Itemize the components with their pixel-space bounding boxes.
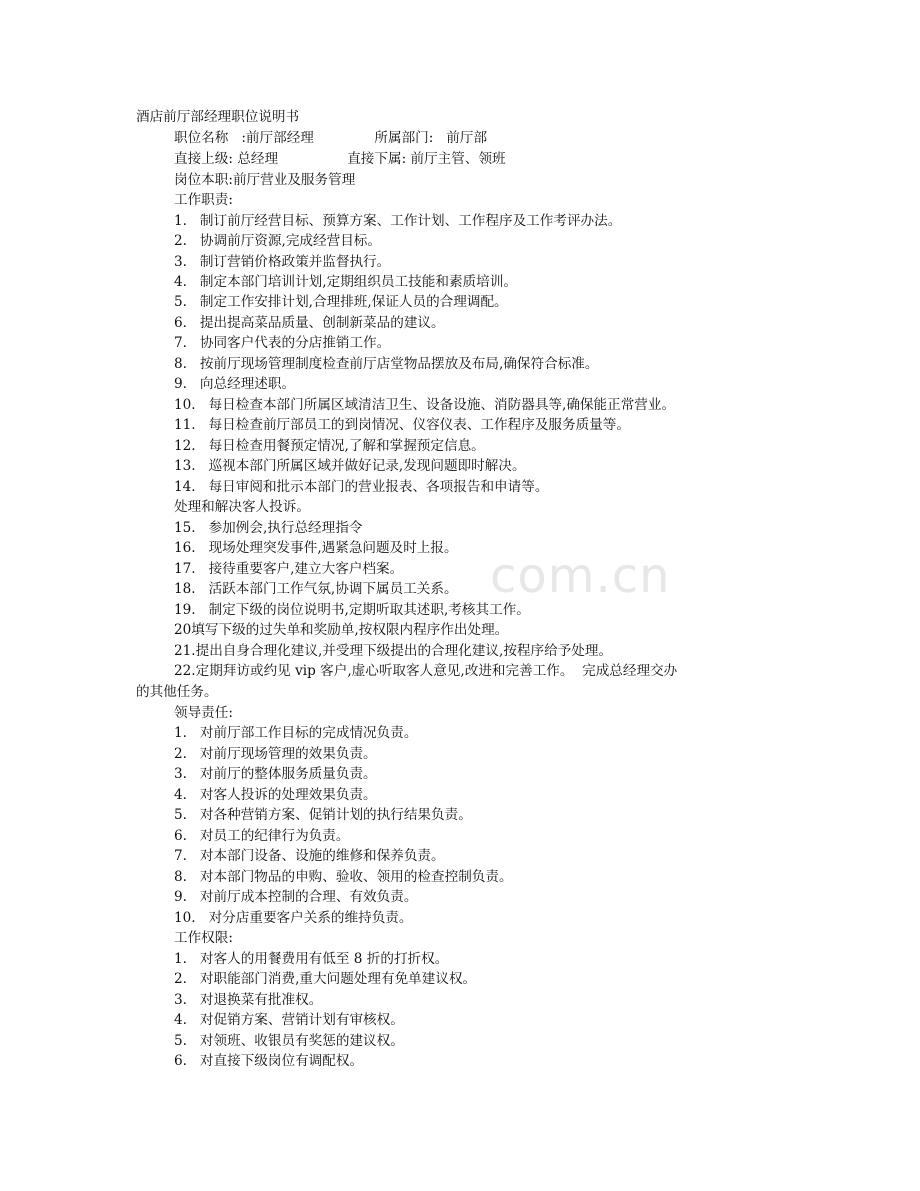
list-item: 6. 对直接下级岗位有调配权。	[174, 1053, 364, 1069]
list-item: 6. 对员工的纪律行为负责。	[174, 828, 350, 844]
section-heading: 工作职责:	[174, 192, 233, 208]
document-title: 酒店前厅部经理职位说明书	[136, 109, 300, 125]
text-line: 处理和解决客人投诉。	[174, 499, 310, 515]
list-item: 19. 制定下级的岗位说明书,定期听取其述职,考核其工作。	[174, 602, 530, 618]
list-item: 5. 对各种营销方案、促销计划的执行结果负责。	[174, 807, 472, 823]
list-item: 14. 每日审阅和批示本部门的营业报表、各项报告和申请等。	[174, 479, 549, 495]
list-item-continuation: 的其他任务。	[136, 684, 218, 700]
list-item: 17. 接待重要客户,建立大客户档案。	[174, 561, 404, 577]
list-item: 1. 对客人的用餐费用有低至 8 折的打折权。	[174, 951, 449, 967]
list-item: 1. 对前厅部工作目标的完成情况负责。	[174, 725, 418, 741]
text-line: 职位名称 :前厅部经理 所属部门: 前厅部	[174, 130, 488, 146]
watermark: com.cn	[490, 548, 671, 604]
list-item: 6. 提出提高菜品质量、创制新菜品的建议。	[174, 315, 445, 331]
list-item: 15. 参加例会,执行总经理指令	[174, 520, 363, 536]
list-item: 8. 按前厅现场管理制度检查前厅店堂物品摆放及布局,确保符合标准。	[174, 356, 599, 372]
list-item: 18. 活跃本部门工作气氛,协调下属员工关系。	[174, 581, 458, 597]
list-item: 5. 对领班、收银员有奖惩的建议权。	[174, 1033, 404, 1049]
text-line: 岗位本职:前厅营业及服务管理	[174, 172, 356, 188]
list-item: 11. 每日检查前厅部员工的到岗情况、仪容仪表、工作程序及服务质量等。	[174, 417, 630, 433]
list-item: 16. 现场处理突发事件,遇紧急问题及时上报。	[174, 540, 458, 556]
list-item: 2. 协调前厅资源,完成经营目标。	[174, 233, 381, 249]
list-item: 8. 对本部门物品的申购、验收、领用的检查控制负责。	[174, 869, 513, 885]
list-item: 9. 向总经理述职。	[174, 376, 296, 392]
list-item: 2. 对前厅现场管理的效果负责。	[174, 746, 377, 762]
text-line: 直接上级: 总经理 直接下属: 前厅主管、领班	[174, 151, 506, 167]
list-item: 13. 巡视本部门所属区域并做好记录,发现问题即时解决。	[174, 458, 526, 474]
list-item: 4. 对客人投诉的处理效果负责。	[174, 787, 377, 803]
list-item: 10. 每日检查本部门所属区域清洁卫生、设备设施、消防器具等,确保能正常营业。	[174, 397, 676, 413]
list-item: 3. 制订营销价格政策并监督执行。	[174, 254, 391, 270]
list-item: 7. 协同客户代表的分店推销工作。	[174, 335, 391, 351]
list-item: 3. 对前厅的整体服务质量负责。	[174, 766, 377, 782]
list-item: 7. 对本部门设备、设施的维修和保养负责。	[174, 848, 445, 864]
section-heading: 工作权限:	[174, 930, 233, 946]
list-item: 10. 对分店重要客户关系的维持负责。	[174, 910, 413, 926]
list-item: 2. 对职能部门消费,重大问题处理有免单建议权。	[174, 971, 477, 987]
list-item: 4. 制定本部门培训计划,定期组织员工技能和素质培训。	[174, 274, 517, 290]
list-item: 3. 对退换菜有批准权。	[174, 992, 323, 1008]
list-item: 22.定期拜访或约见 vip 客户,虚心听取客人意见,改进和完善工作。 完成总经理交办	[174, 663, 678, 679]
section-heading: 领导责任:	[174, 705, 233, 721]
list-item: 5. 制定工作安排计划,合理排班,保证人员的合理调配。	[174, 294, 508, 310]
list-item: 9. 对前厅成本控制的合理、有效负责。	[174, 889, 418, 905]
list-item: 21.提出自身合理化建议,并受理下级提出的合理化建议,按程序给予处理。	[174, 643, 613, 659]
list-item: 1. 制订前厅经营目标、预算方案、工作计划、工作程序及工作考评办法。	[174, 213, 622, 229]
list-item: 4. 对促销方案、营销计划有审核权。	[174, 1012, 404, 1028]
list-item: 20填写下级的过失单和奖励单,按权限内程序作出处理。	[174, 622, 509, 638]
list-item: 12. 每日检查用餐预定情况,了解和掌握预定信息。	[174, 438, 485, 454]
